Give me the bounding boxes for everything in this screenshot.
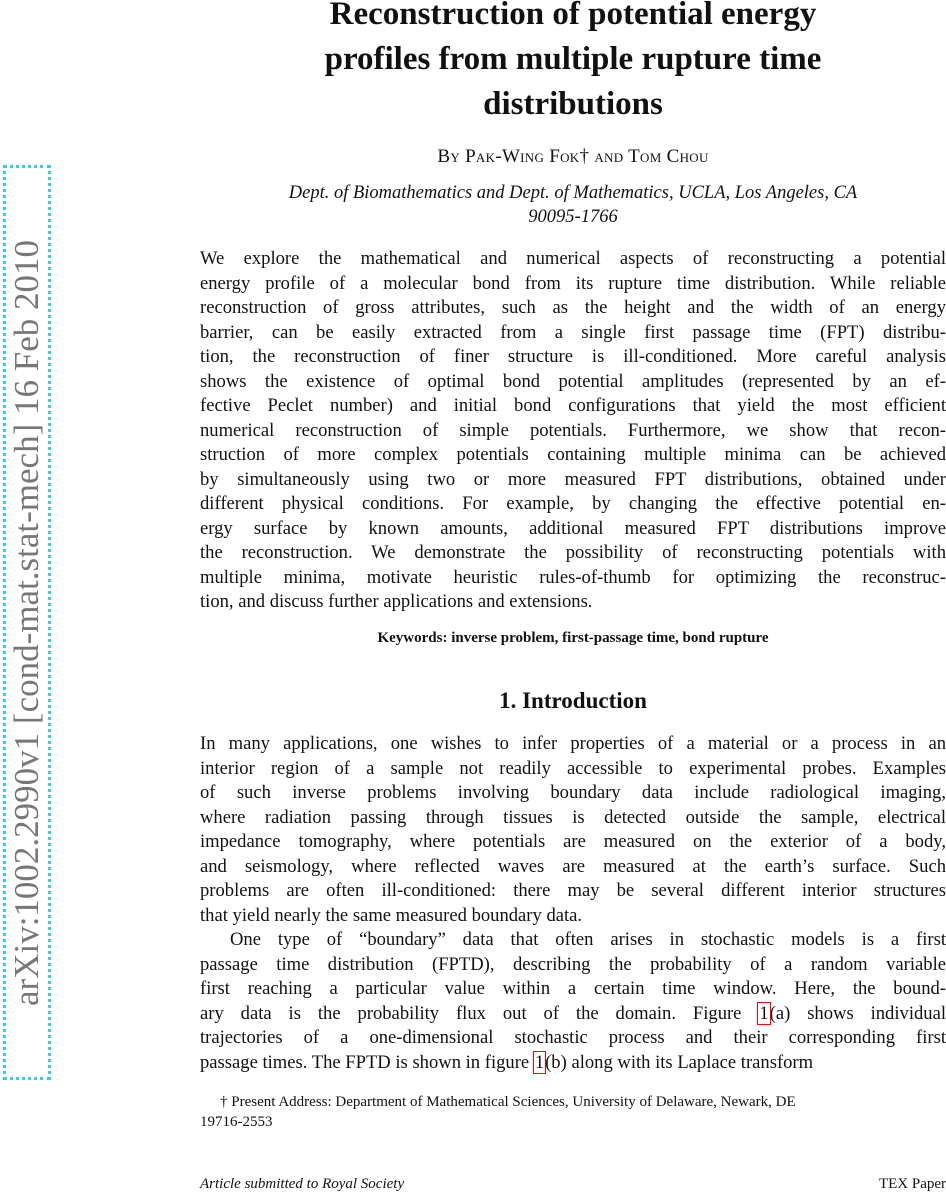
text-line: tion, and discuss further applications and extensions. bbox=[200, 591, 593, 612]
arxiv-id: arXiv:1002.2990v1 [cond-mat.stat-mech] 16 Feb 2010 bbox=[7, 239, 46, 1006]
footnote-line: † Present Address: Department of Mathematical Sciences, University of Delaware, Newark, DE bbox=[220, 1094, 796, 1110]
text-line: trajectories of a one-dimensional stochastic process and their corresponding first bbox=[200, 1027, 946, 1048]
affiliation-line: Dept. of Biomathematics and Dept. of Mathematics, UCLA, Los Angeles, CA bbox=[288, 183, 858, 203]
text-segment: passage times. The FPTD is shown in figure bbox=[200, 1051, 534, 1073]
affiliation bbox=[200, 181, 946, 229]
text-line: In many applications, one wishes to infer properties of a material or a process in an bbox=[200, 733, 946, 754]
text-line: fective Peclet number) and initial bond configurations that yield the most efficient bbox=[200, 395, 946, 416]
text-line: One type of “boundary” data that often arises in stochastic models is a first bbox=[230, 929, 946, 950]
text-segment: ary data is the probability flux out of the domain. Figure bbox=[200, 1002, 759, 1024]
text-line: of such inverse problems involving boundary data include radiological imaging, bbox=[200, 782, 946, 803]
arxiv-stamp bbox=[3, 165, 51, 1080]
text-line: ergy surface by known amounts, additional measured FPT distributions improve bbox=[200, 517, 946, 539]
footer-tex-paper: TEX Paper bbox=[878, 1176, 946, 1192]
authors: By Pak-Wing Fok† and Tom Chou bbox=[437, 146, 709, 167]
text-line: passage time distribution (FPTD), describing the probability of a random variable bbox=[200, 953, 946, 975]
text-line: tion, the reconstruction of finer structure is ill-conditioned. More careful analysis bbox=[200, 346, 946, 367]
text-line: and seismology, where reflected waves are measured at the earth’s surface. Such bbox=[200, 855, 946, 877]
intro-paragraph-1 bbox=[200, 732, 946, 928]
figure-link[interactable]: 1 bbox=[759, 1002, 769, 1024]
text-line: problems are often ill-conditioned: there may be several different interior structures bbox=[200, 880, 946, 901]
abstract bbox=[200, 247, 946, 615]
text-line: interior region of a sample not readily accessible to experimental probes. Examples bbox=[200, 757, 946, 779]
title-line: Reconstruction of potential energy bbox=[329, 0, 817, 32]
text-line: different physical conditions. For example, by changing the effective potential en- bbox=[200, 493, 946, 514]
text-line: first reaching a particular value within a certain time window. Here, the bound- bbox=[200, 978, 946, 999]
text-line: by simultaneously using two or more measured FPT distributions, obtained under bbox=[200, 468, 946, 490]
text-line: the reconstruction. We demonstrate the possibility of reconstructing potentials with bbox=[200, 542, 946, 563]
affiliation-line: 90095-1766 bbox=[528, 207, 618, 227]
text-line: reconstruction of gross attributes, such as the height and the width of an energy bbox=[200, 297, 946, 318]
text-line: barrier, can be easily extracted from a single first passage time (FPT) distribu- bbox=[200, 321, 946, 343]
footer-journal: Article submitted to Royal Society bbox=[200, 1176, 405, 1192]
keywords: Keywords: inverse problem, first-passage time, bond rupture bbox=[377, 630, 769, 646]
section-heading: 1. Introduction bbox=[499, 688, 647, 713]
figure-link[interactable]: 1 bbox=[534, 1051, 545, 1073]
intro-paragraph-2 bbox=[200, 928, 946, 1075]
text-line: struction of more complex potentials containing multiple minima can be achieved bbox=[200, 444, 946, 465]
footnote bbox=[200, 1092, 946, 1132]
text-line bbox=[200, 1002, 946, 1027]
text-line: multiple minima, motivate heuristic rules-of-thumb for optimizing the reconstruc- bbox=[200, 566, 946, 588]
text-line: We explore the mathematical and numerical aspects of reconstructing a potential bbox=[200, 248, 946, 269]
text-line: shows the existence of optimal bond potential amplitudes (represented by an ef- bbox=[200, 370, 946, 392]
text-line: impedance tomography, where potentials are measured on the exterior of a body, bbox=[200, 831, 946, 852]
paper-title bbox=[200, 0, 946, 127]
text-line: where radiation passing through tissues is detected outside the sample, electrical bbox=[200, 806, 946, 828]
title-line: profiles from multiple rupture time bbox=[324, 41, 822, 77]
text-line: that yield nearly the same measured boundary data. bbox=[200, 904, 583, 926]
text-line: numerical reconstruction of simple potentials. Furthermore, we show that recon- bbox=[200, 419, 946, 441]
text-line: energy profile of a molecular bond from its rupture time distribution. While reliable bbox=[200, 272, 946, 294]
text-segment: (b) along with its Laplace transform bbox=[545, 1051, 814, 1073]
text-segment: (a) shows individual bbox=[769, 1002, 946, 1024]
footnote-line: 19716-2553 bbox=[200, 1114, 273, 1130]
text-line bbox=[200, 1051, 946, 1076]
title-line: distributions bbox=[483, 86, 663, 122]
